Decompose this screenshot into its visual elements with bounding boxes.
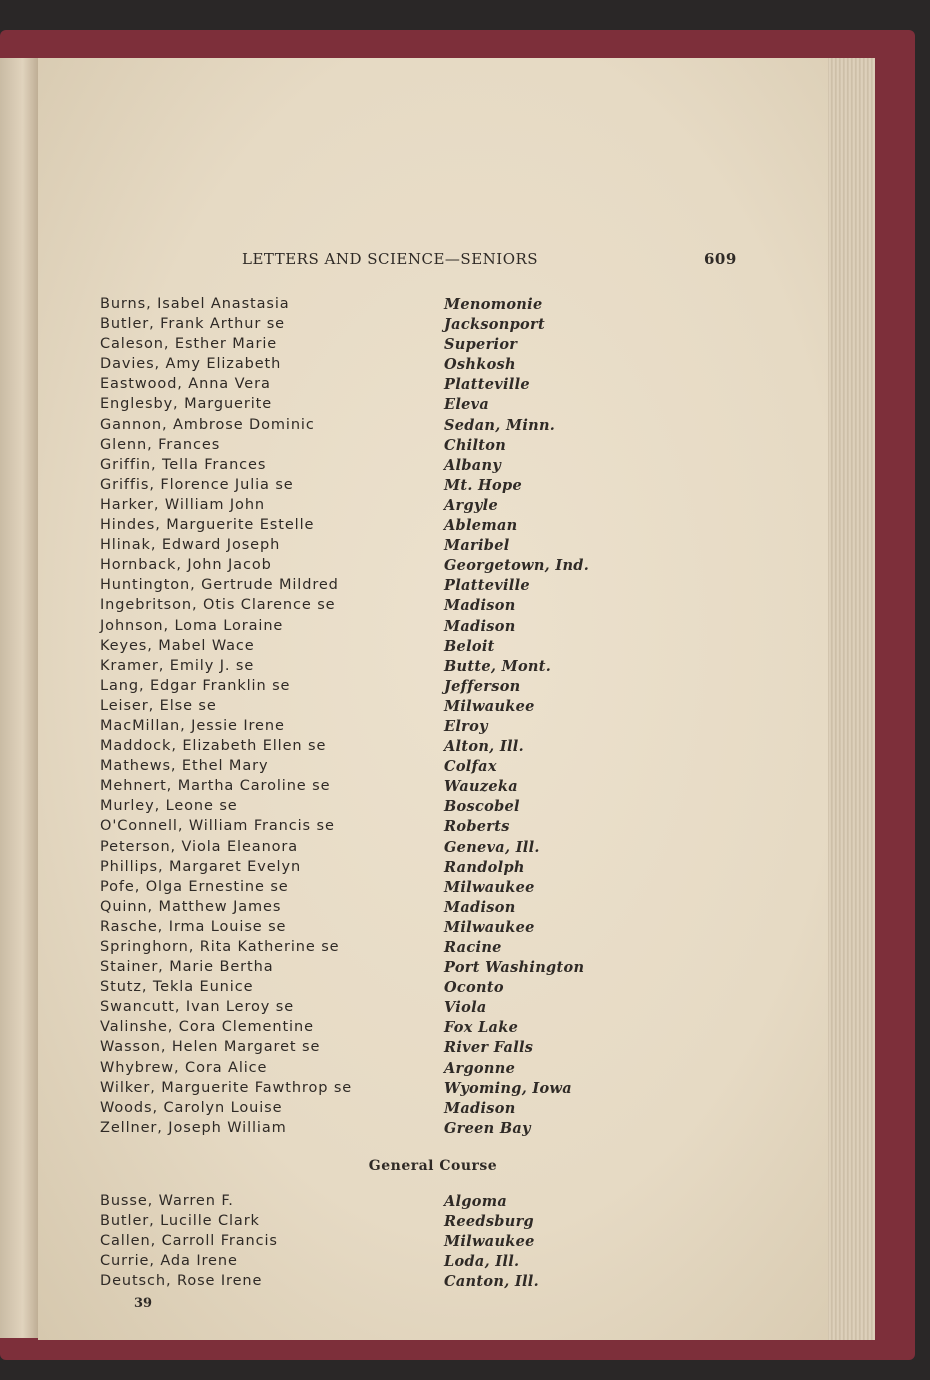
list-item: [38, 316, 828, 336]
hometown: Alton, Ill.: [444, 738, 524, 756]
list-item: [38, 336, 828, 356]
hometown: Oshkosh: [444, 356, 516, 374]
student-name: Pofe, Olga Ernestine se: [100, 878, 289, 895]
student-name: Currie, Ada Irene: [100, 1253, 238, 1270]
hometown: Eleva: [444, 396, 490, 414]
page-number: 609: [704, 250, 737, 268]
hometown: Port Washington: [444, 959, 585, 977]
hometown: Colfax: [444, 758, 497, 776]
student-name: Caleson, Esther Marie: [100, 336, 278, 353]
list-item: [38, 658, 828, 678]
student-name: Ingebritson, Otis Clarence se: [100, 597, 336, 614]
hometown: Georgetown, Ind.: [444, 557, 590, 575]
list-item: [38, 919, 828, 939]
list-item: [38, 417, 828, 437]
student-name: Leiser, Else se: [100, 697, 217, 714]
list-item: [38, 979, 828, 999]
list-item: [38, 718, 828, 738]
senior-list: [38, 296, 828, 1140]
hometown: Madison: [444, 617, 516, 635]
hometown: Superior: [444, 336, 518, 354]
student-name: Johnson, Loma Loraine: [100, 617, 284, 634]
list-item: [38, 738, 828, 758]
hometown: Jacksonport: [444, 316, 545, 334]
student-name: Hlinak, Edward Joseph: [100, 537, 281, 554]
hometown: Madison: [444, 1099, 516, 1117]
list-item: [38, 1193, 828, 1213]
hometown: Milwaukee: [444, 1233, 535, 1251]
hometown: Sedan, Minn.: [444, 416, 556, 434]
hometown: Madison: [444, 898, 516, 916]
student-name: Harker, William John: [100, 496, 266, 513]
hometown: Boscobel: [444, 798, 520, 816]
list-item: [38, 1213, 828, 1233]
list-item: [38, 698, 828, 718]
student-name: Quinn, Matthew James: [100, 898, 282, 915]
hometown: Platteville: [444, 577, 530, 595]
list-item: [38, 899, 828, 919]
student-name: Zellner, Joseph William: [100, 1119, 287, 1136]
student-name: Callen, Carroll Francis: [100, 1233, 278, 1250]
student-name: Griffis, Florence Julia se: [100, 476, 294, 493]
student-name: Butler, Lucille Clark: [100, 1213, 260, 1230]
student-name: Rasche, Irma Louise se: [100, 918, 287, 935]
list-item: [38, 1273, 828, 1293]
hometown: Geneva, Ill.: [444, 838, 540, 856]
student-name: Hornback, John Jacob: [100, 557, 272, 574]
student-name: Griffin, Tella Frances: [100, 456, 267, 473]
hometown: Reedsburg: [444, 1213, 534, 1231]
list-item: [38, 1233, 828, 1253]
list-item: [38, 437, 828, 457]
hometown: Canton, Ill.: [444, 1273, 539, 1291]
hometown: River Falls: [444, 1039, 534, 1057]
list-item: [38, 1100, 828, 1120]
list-item: [38, 296, 828, 316]
list-item: [38, 798, 828, 818]
facing-page-edge: [0, 58, 38, 1338]
list-item: [38, 1019, 828, 1039]
section-heading: General Course: [368, 1158, 498, 1174]
list-item: [38, 818, 828, 838]
hometown: Racine: [444, 939, 502, 956]
hometown: Milwaukee: [444, 697, 535, 715]
hometown: Platteville: [444, 376, 530, 394]
list-item: [38, 959, 828, 979]
hometown: Milwaukee: [444, 878, 535, 896]
hometown: Elroy: [444, 717, 488, 735]
list-item: [38, 778, 828, 798]
hometown: Jefferson: [444, 677, 521, 695]
list-item: [38, 999, 828, 1019]
student-name: Woods, Carolyn Louise: [100, 1099, 283, 1116]
student-name: Peterson, Viola Eleanora: [100, 838, 299, 855]
list-item: [38, 457, 828, 477]
list-item: [38, 618, 828, 638]
student-name: Butler, Frank Arthur se: [100, 316, 285, 333]
list-item: [38, 477, 828, 497]
student-name: Whybrew, Cora Alice: [100, 1059, 268, 1076]
list-item: [38, 1120, 828, 1140]
hometown: Beloit: [444, 637, 495, 655]
page-edges: [820, 58, 875, 1340]
hometown: Milwaukee: [444, 918, 535, 936]
list-item: [38, 396, 828, 416]
list-item: [38, 557, 828, 577]
student-name: Swancutt, Ivan Leroy se: [100, 999, 295, 1016]
hometown: Oconto: [444, 979, 504, 997]
hometown: Menomonie: [444, 296, 543, 313]
hometown: Wauzeka: [444, 778, 518, 796]
list-item: [38, 939, 828, 959]
hometown: Albany: [444, 456, 502, 474]
student-name: Kramer, Emily J. se: [100, 657, 255, 674]
hometown: Viola: [444, 999, 487, 1017]
student-name: MacMillan, Jessie Irene: [100, 717, 285, 734]
running-title: LETTERS AND SCIENCE—SENIORS: [242, 250, 539, 268]
list-item: [38, 517, 828, 537]
hometown: Maribel: [444, 537, 510, 555]
list-item: [38, 1060, 828, 1080]
student-name: Gannon, Ambrose Dominic: [100, 416, 315, 433]
list-item: [38, 1253, 828, 1273]
student-name: Springhorn, Rita Katherine se: [100, 939, 340, 955]
general-course-list: [38, 1193, 828, 1293]
book-page: [38, 58, 828, 1340]
signature-mark: 39: [134, 1296, 153, 1311]
student-name: Glenn, Frances: [100, 436, 221, 453]
student-name: O'Connell, William Francis se: [100, 818, 335, 835]
hometown: Madison: [444, 597, 516, 615]
hometown: Loda, Ill.: [444, 1253, 520, 1271]
student-name: Maddock, Elizabeth Ellen se: [100, 738, 327, 755]
hometown: Ableman: [444, 517, 518, 535]
list-item: [38, 638, 828, 658]
student-name: Englesby, Marguerite: [100, 396, 273, 413]
hometown: Roberts: [444, 818, 510, 836]
hometown: Fox Lake: [444, 1019, 519, 1037]
list-item: [38, 839, 828, 859]
hometown: Argonne: [444, 1059, 516, 1077]
list-item: [38, 356, 828, 376]
hometown: Algoma: [444, 1193, 508, 1210]
student-name: Deutsch, Rose Irene: [100, 1273, 263, 1290]
hometown: Wyoming, Iowa: [444, 1079, 572, 1097]
list-item: [38, 879, 828, 899]
student-name: Stainer, Marie Bertha: [100, 959, 274, 976]
student-name: Phillips, Margaret Evelyn: [100, 858, 302, 875]
hometown: Randolph: [444, 858, 525, 876]
student-name: Mathews, Ethel Mary: [100, 758, 269, 775]
list-item: [38, 497, 828, 517]
list-item: [38, 376, 828, 396]
student-name: Mehnert, Martha Caroline se: [100, 778, 331, 795]
list-item: [38, 577, 828, 597]
student-name: Keyes, Mabel Wace: [100, 637, 255, 654]
hometown: Green Bay: [444, 1119, 531, 1137]
student-name: Wilker, Marguerite Fawthrop se: [100, 1079, 353, 1096]
student-name: Hindes, Marguerite Estelle: [100, 517, 315, 534]
student-name: Valinshe, Cora Clementine: [100, 1019, 314, 1036]
student-name: Lang, Edgar Franklin se: [100, 677, 291, 694]
student-name: Busse, Warren F.: [100, 1193, 234, 1209]
student-name: Eastwood, Anna Vera: [100, 376, 271, 393]
hometown: Butte, Mont.: [444, 657, 552, 675]
hometown: Mt. Hope: [444, 476, 522, 494]
student-name: Wasson, Helen Margaret se: [100, 1039, 321, 1056]
list-item: [38, 1080, 828, 1100]
list-item: [38, 537, 828, 557]
list-item: [38, 758, 828, 778]
student-name: Murley, Leone se: [100, 798, 238, 815]
student-name: Stutz, Tekla Eunice: [100, 979, 254, 996]
list-item: [38, 859, 828, 879]
student-name: Burns, Isabel Anastasia: [100, 296, 290, 312]
list-item: [38, 597, 828, 617]
student-name: Davies, Amy Elizabeth: [100, 356, 282, 373]
list-item: [38, 1039, 828, 1059]
hometown: Argyle: [444, 496, 498, 514]
hometown: Chilton: [444, 436, 507, 454]
student-name: Huntington, Gertrude Mildred: [100, 577, 339, 594]
list-item: [38, 678, 828, 698]
